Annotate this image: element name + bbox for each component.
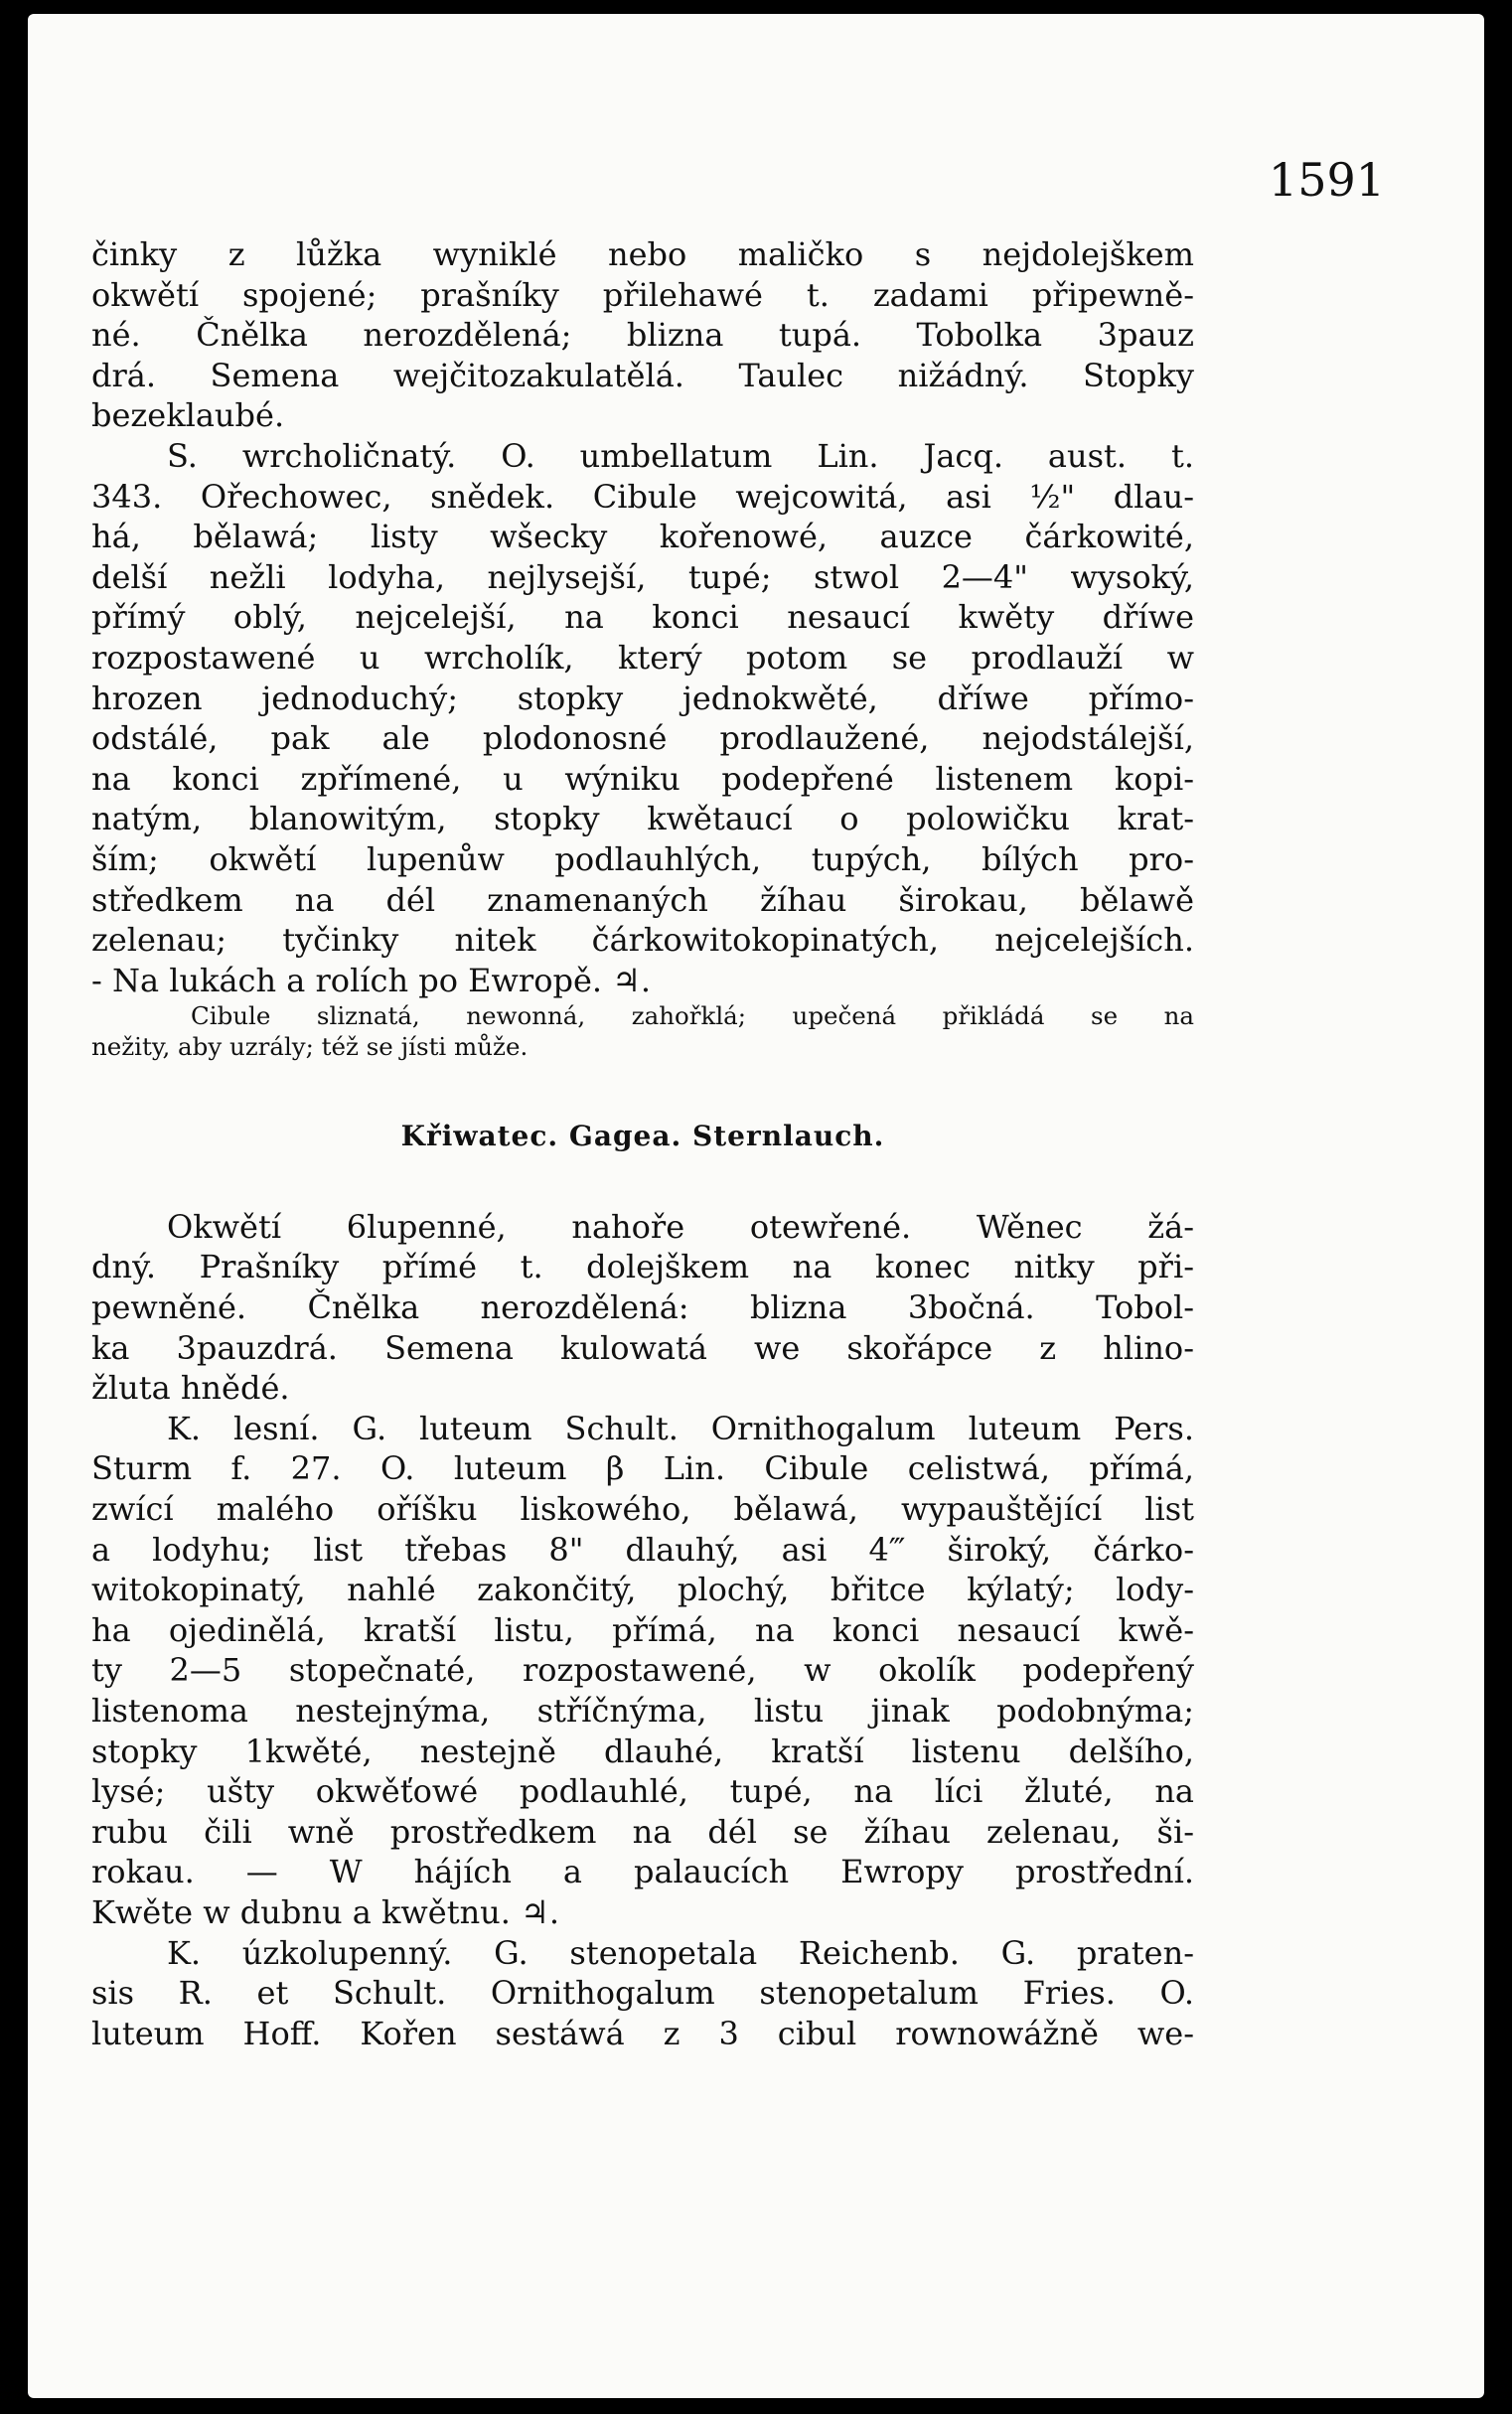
text-line: rubu čili wně prostředkem na dél se žíhau zelenau, ši- <box>91 1812 1194 1851</box>
text-line: ším; okwětí lupenůw podlauhlých, tupých, bílých pro- <box>91 839 1194 878</box>
text-line: witokopinatý, nahlé zakončitý, plochý, břitce kýlatý; lody- <box>91 1571 1194 1609</box>
text-line: natým, blanowitým, stopky kwětaucí o polowičku krat- <box>91 800 1194 838</box>
text-line: Sturm f. 27. O. luteum β Lin. Cibule celistwá, přímá, <box>91 1449 1194 1488</box>
book-page <box>28 14 1484 2398</box>
text-line: ha ojedinělá, kratší listu, přímá, na konci nesaucí kwě- <box>91 1610 1194 1649</box>
text-line: středkem na dél znamenaných žíhau širokau, bělawě <box>91 880 1194 919</box>
text-line: Okwětí 6lupenné, nahoře otewřené. Wěnec žá- <box>167 1207 1194 1246</box>
text-line: listenoma nestejnýma, stříčnýma, listu jinak podobnýma; <box>91 1692 1194 1730</box>
text-line: S. wrcholičnatý. O. umbellatum Lin. Jacq. aust. t. <box>167 436 1194 475</box>
genus-heading: Křiwatec. Gagea. Sternlauch. <box>400 1120 885 1153</box>
species-umbellatum <box>91 436 1194 1000</box>
text-line: - Na lukách a rolích po Ewropě. ♃. <box>91 961 652 999</box>
page-text <box>91 234 1194 2053</box>
note-line: nežity, aby uzrály; též se jísti může. <box>91 1032 529 1062</box>
text-line: ty 2—5 stopečnaté, rozpostawené, w okolík podepřený <box>91 1651 1194 1690</box>
text-line: K. lesní. G. luteum Schult. Ornithogalum luteum Pers. <box>167 1409 1194 1447</box>
genus-description <box>91 1207 1194 1409</box>
text-line: há, bělawá; listy wšecky kořenowé, auzce čárkowité, <box>91 518 1194 556</box>
text-line: žluta hnědé. <box>91 1369 290 1408</box>
page-number: 1591 <box>1268 153 1385 207</box>
text-line: odstálé, pak ale plodonosné prodlaužené, nejodstálejší, <box>91 719 1194 758</box>
text-line: drá. Semena wejčitozakulatělá. Taulec nižádný. Stopky <box>91 356 1194 394</box>
species-luteum <box>91 1409 1194 1933</box>
text-line: zwící malého oříšku liskowého, bělawá, wypauštějící list <box>91 1490 1194 1529</box>
genus-description-continued <box>91 234 1194 436</box>
note-line: Cibule sliznatá, newonná, zahořklá; upečená přikládá se na <box>191 1001 1194 1031</box>
text-line: lysé; ušty okwěťowé podlauhlé, tupé, na líci žluté, na <box>91 1772 1194 1811</box>
text-line: delší nežli lodyha, nejlysejší, tupé; stwol 2—4" wysoký, <box>91 557 1194 596</box>
usage-note <box>91 1000 1194 1062</box>
text-line: rokau. — W hájích a palaucích Ewropy prostřední. <box>91 1853 1194 1891</box>
text-line: Kwěte w dubnu a kwětnu. ♃. <box>91 1892 559 1931</box>
text-line: 343. Ořechowec, snědek. Cibule wejcowitá, asi ½" dlau- <box>91 477 1194 516</box>
text-line: pewněné. Čnělka nerozdělená: blizna 3bočná. Tobol- <box>91 1288 1194 1327</box>
text-line: K. úzkolupenný. G. stenopetala Reichenb. G. praten- <box>167 1933 1194 1972</box>
text-line: přímý oblý, nejcelejší, na konci nesaucí kwěty dříwe <box>91 598 1194 637</box>
text-line: hrozen jednoduchý; stopky jednokwěté, dříwe přímo- <box>91 679 1194 717</box>
text-line: bezeklaubé. <box>91 396 285 435</box>
text-line: okwětí spojené; prašníky přilehawé t. zadami připewně- <box>91 275 1194 314</box>
text-line: ka 3pauzdrá. Semena kulowatá we skořápce z hlino- <box>91 1328 1194 1367</box>
text-line: stopky 1kwěté, nestejně dlauhé, kratší listenu delšího, <box>91 1732 1194 1770</box>
text-line: né. Čnělka nerozdělená; blizna tupá. Tobolka 3pauz <box>91 316 1194 355</box>
text-line: rozpostawené u wrcholík, který potom se prodlauží w <box>91 638 1194 677</box>
text-line: činky z lůžka wyniklé nebo maličko s nejdolejškem <box>91 235 1194 273</box>
species-stenopetala <box>91 1933 1194 2054</box>
text-line: dný. Prašníky přímé t. dolejškem na konec nitky při- <box>91 1248 1194 1286</box>
text-line: luteum Hoff. Kořen sestáwá z 3 cibul rownowážně we- <box>91 2014 1194 2052</box>
text-line: zelenau; tyčinky nitek čárkowitokopinatých, nejcelejších. <box>91 921 1194 960</box>
text-line: sis R. et Schult. Ornithogalum stenopetalum Fries. O. <box>91 1974 1194 2013</box>
text-line: na konci zpřímené, u wýniku podepřené listenem kopi- <box>91 759 1194 798</box>
text-line: a lodyhu; list třebas 8" dlauhý, asi 4‴ široký, čárko- <box>91 1530 1194 1569</box>
